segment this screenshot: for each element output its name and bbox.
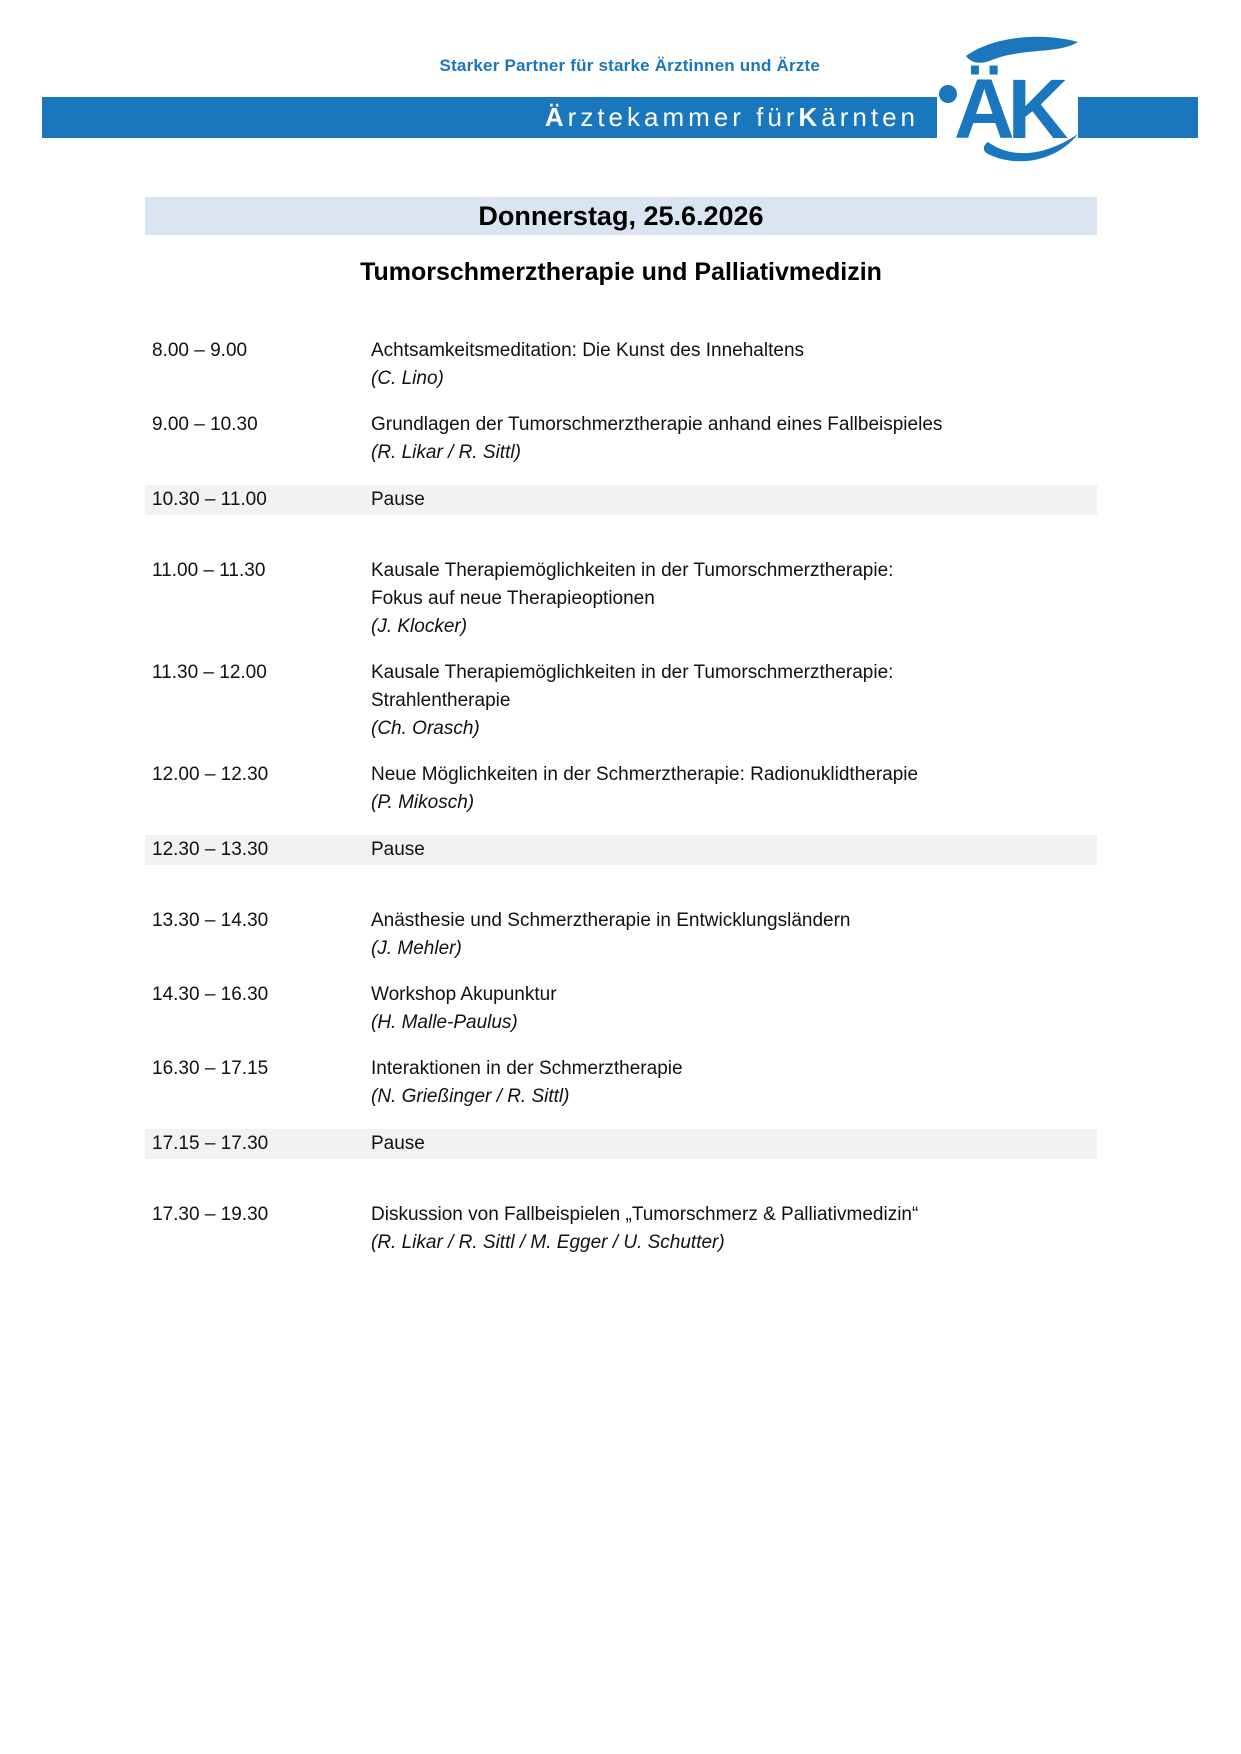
date-label: Donnerstag, 25.6.2026: [478, 200, 764, 231]
schedule-row: [145, 337, 1097, 393]
date-band: [145, 197, 1097, 235]
schedule-row: [145, 907, 1097, 963]
session-title-line: Grundlagen der Tumorschmerztherapie anhand eines Fallbeispieles: [371, 414, 943, 435]
time-cell: 12.00 – 12.30: [152, 764, 269, 785]
time-cell: 11.30 – 12.00: [152, 662, 267, 683]
time-cell: 12.30 – 13.30: [152, 839, 269, 860]
session-title-line: Interaktionen in der Schmerztherapie: [371, 1058, 683, 1079]
session-content: [371, 411, 1097, 467]
time-cell: 14.30 – 16.30: [152, 984, 269, 1005]
time-cell: 8.00 – 9.00: [152, 340, 248, 361]
session-title-line: Anästhesie und Schmerztherapie in Entwicklungsländern: [371, 910, 851, 931]
brand-text-1: rztekammer für: [567, 102, 799, 132]
time-cell: 10.30 – 11.00: [152, 489, 267, 510]
session-title-line: Kausale Therapiemöglichkeiten in der Tumorschmerztherapie:: [371, 662, 894, 683]
schedule-row: [145, 411, 1097, 467]
time-cell: 17.30 – 19.30: [152, 1204, 269, 1225]
time-cell: 17.15 – 17.30: [152, 1133, 269, 1154]
session-title-line: Workshop Akupunktur: [371, 984, 557, 1005]
schedule-row: [145, 557, 1097, 641]
time-cell: 9.00 – 10.30: [152, 414, 258, 435]
session-title-line: Achtsamkeitsmeditation: Die Kunst des Innehaltens: [371, 340, 805, 361]
brand-text-2: ärnten: [821, 102, 919, 132]
time-cell: 16.30 – 17.15: [152, 1058, 269, 1079]
session-title-line: Kausale Therapiemöglichkeiten in der Tumorschmerztherapie:: [371, 560, 894, 581]
session-speakers: (N. Grießinger / R. Sittl): [371, 1086, 570, 1107]
session-speakers: (R. Likar / R. Sittl): [371, 442, 521, 463]
brand-bar-right-segment: [1078, 97, 1198, 138]
session-content: [371, 1055, 1097, 1111]
pause-label: Pause: [371, 489, 425, 510]
session-speakers: (J. Klocker): [371, 616, 468, 637]
pause-row: [145, 1129, 1097, 1159]
session-title-line: Fokus auf neue Therapieoptionen: [371, 588, 655, 609]
session-title-line: Neue Möglichkeiten in der Schmerztherapie: Radionuklidtherapie: [371, 764, 919, 785]
session-speakers: (J. Mehler): [371, 938, 462, 959]
session-speakers: (C. Lino): [371, 368, 444, 389]
schedule-row: [145, 659, 1097, 743]
schedule-row: [145, 761, 1097, 817]
page-header: [0, 0, 1241, 175]
brand-initial-k: K: [798, 102, 822, 132]
time-cell: 11.00 – 11.30: [152, 560, 266, 581]
session-content: [371, 907, 1097, 963]
schedule-row: [145, 981, 1097, 1037]
session-speakers: (R. Likar / R. Sittl / M. Egger / U. Schutter): [371, 1232, 725, 1253]
session-speakers: (P. Mikosch): [371, 792, 475, 813]
svg-text:ÄK: ÄK: [954, 62, 1062, 156]
session-content: [371, 659, 1097, 743]
pause-row: [145, 485, 1097, 515]
header-tagline: Starker Partner für starke Ärztinnen und Ärzte: [439, 56, 820, 75]
session-content: [371, 981, 1097, 1037]
pause-row: [145, 835, 1097, 865]
schedule-row: [145, 1201, 1097, 1257]
session-speakers: (H. Malle-Paulus): [371, 1012, 518, 1033]
session-content: [371, 1201, 1097, 1257]
session-speakers: (Ch. Orasch): [371, 718, 480, 739]
session-content: [371, 557, 1097, 641]
page-title: Tumorschmerztherapie und Palliativmedizin: [360, 258, 882, 286]
session-content: [371, 761, 1097, 817]
session-content: [371, 337, 1097, 393]
brand-bar: [42, 97, 937, 138]
schedule-row: [145, 1055, 1097, 1111]
schedule: [145, 337, 1097, 1257]
session-title-line: Diskussion von Fallbeispielen „Tumorschmerz & Palliativmedizin“: [371, 1204, 919, 1225]
brand-initial-a: Ä: [544, 102, 568, 132]
session-title-line: Strahlentherapie: [371, 690, 511, 711]
aek-logo-icon: [938, 34, 1080, 166]
time-cell: 13.30 – 14.30: [152, 910, 269, 931]
pause-label: Pause: [371, 839, 425, 860]
pause-label: Pause: [371, 1133, 425, 1154]
